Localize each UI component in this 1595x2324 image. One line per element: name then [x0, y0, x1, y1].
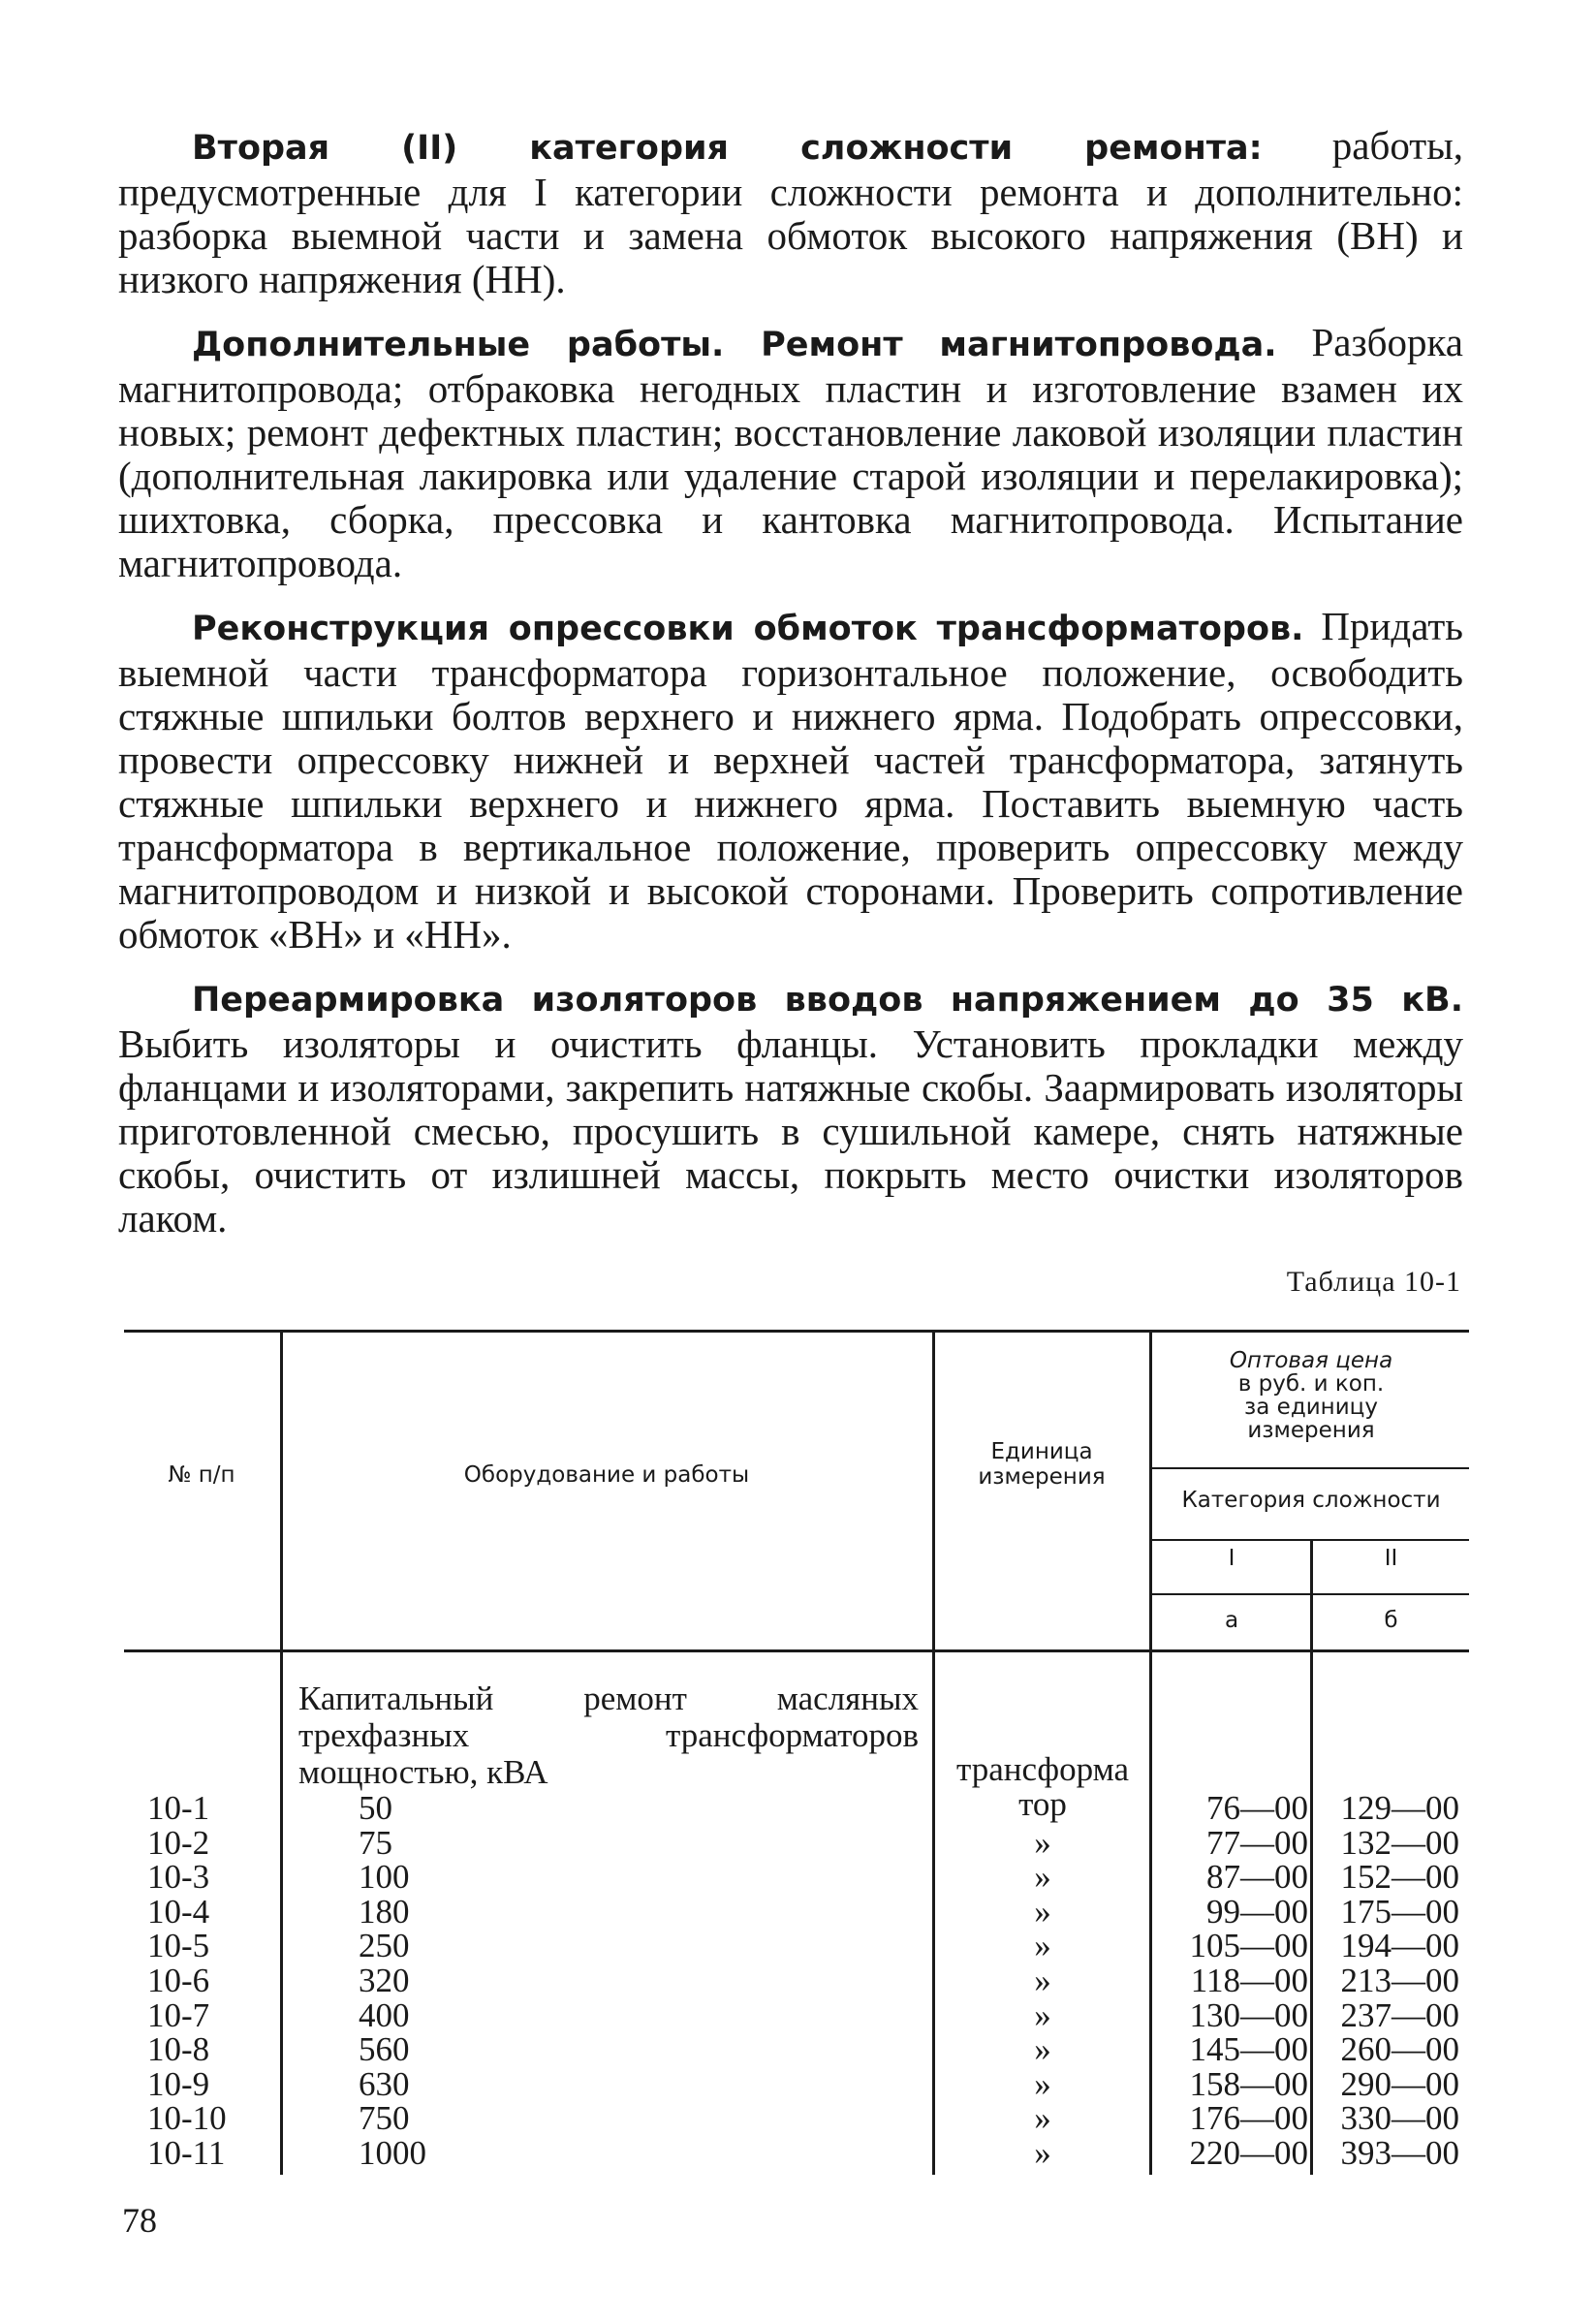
- page-number: 78: [122, 2201, 157, 2240]
- paragraph-insulators: [118, 976, 1463, 1241]
- header-price-line3: за единицу: [1244, 1395, 1378, 1420]
- header-unit-line1: Единица: [990, 1439, 1093, 1464]
- row-number: 10-7: [147, 1996, 210, 2034]
- paragraph-text: Разборка магнитопровода; отбраковка негодных пластин и изготовление взамен их новых; ремонт дефектных пластин; восстановление лаковой изоляции пластин (дополнительная лакировка или удаление старой изоляции и перелакировка); шихтовка, сборка, прессовка и кантовка магнитопровода. Испытание магнитопровода.: [118, 320, 1463, 585]
- row-price-a: 105—00: [1189, 1927, 1308, 1964]
- row-price-b: 194—00: [1340, 1927, 1459, 1964]
- row-number: 10-11: [147, 2134, 226, 2172]
- row-unit: »: [1034, 2134, 1051, 2172]
- row-number: 10-4: [147, 1893, 210, 1931]
- header-price-line2: в руб. и коп.: [1237, 1371, 1385, 1397]
- paragraph-text: работы, предусмотренные для I категории сложности ремонта и дополнительно: разборка выемной части и замена обмоток высокого напряжения (ВН) и низкого напряжения (НН).: [118, 123, 1464, 301]
- paragraph-category-two: [118, 124, 1463, 301]
- row-price-b: 393—00: [1340, 2134, 1459, 2172]
- row-power: 1000: [359, 2134, 426, 2172]
- row-price-b: 129—00: [1340, 1789, 1459, 1827]
- header-price-line1: Оптовая цена: [1229, 1348, 1393, 1373]
- row-price-a: 130—00: [1189, 1996, 1308, 2034]
- row-number: 10-2: [147, 1824, 210, 1862]
- table-header-bottom-rule: [124, 1649, 1469, 1652]
- row-unit: »: [1034, 1927, 1051, 1964]
- row-price-a: 99—00: [1206, 1893, 1308, 1931]
- unit-first-line2: тор: [1018, 1785, 1067, 1823]
- header-price-line4: измерения: [1247, 1418, 1375, 1443]
- row-power: 400: [359, 1996, 410, 2034]
- paragraph-text: Придать выемной части трансформатора горизонтальное положение, освободить стяжные шпильки болтов верхнего и нижнего ярма. Подобрать опрессовки, провести опрессовку нижней и верхней частей трансформатора, затянуть стяжные шпильки верхнего и нижнего ярма. Поставить выемную часть трансформатора в вертикальное положение, проверить опрессовку между магнитопроводом и низкой и высокой сторонами. Проверить сопротивление обмоток «ВН» и «НН».: [118, 604, 1463, 957]
- unit-first-line1: трансформа: [955, 1750, 1130, 1788]
- paragraph-magnetic-core: [118, 321, 1463, 585]
- col-divider-3: [1149, 1332, 1152, 2175]
- col-divider-1: [280, 1332, 283, 2175]
- paragraph-lead: Дополнительные работы. Ремонт магнитопровода.: [192, 326, 1277, 364]
- row-power: 750: [359, 2099, 410, 2137]
- paragraph-lead: Вторая (II) категория сложности ремонта:: [192, 129, 1263, 168]
- row-price-b: 213—00: [1340, 1962, 1459, 1999]
- row-price-a: 158—00: [1189, 2065, 1308, 2103]
- row-number: 10-5: [147, 1927, 210, 1964]
- paragraph-lead: Реконструкция опрессовки обмоток трансформаторов.: [192, 610, 1304, 648]
- paragraph-pressing: [118, 605, 1463, 957]
- row-unit: »: [1034, 1996, 1051, 2034]
- row-power: 630: [359, 2065, 410, 2103]
- row-number: 10-6: [147, 1962, 210, 1999]
- header-category-two: II: [1384, 1546, 1398, 1571]
- row-price-b: 290—00: [1340, 2065, 1459, 2103]
- row-price-a: 76—00: [1206, 1789, 1308, 1827]
- row-price-b: 260—00: [1340, 2030, 1459, 2068]
- header-col-a: а: [1224, 1608, 1239, 1633]
- header-num: № п/п: [168, 1462, 235, 1488]
- row-price-a: 118—00: [1190, 1962, 1308, 1999]
- price-header-rule: [1151, 1467, 1469, 1469]
- row-price-a: 77—00: [1206, 1824, 1308, 1862]
- row-unit: »: [1034, 1824, 1051, 1862]
- paragraph-lead: Переармировка изоляторов вводов напряжением до 35 кВ.: [192, 981, 1463, 1020]
- row-unit: »: [1034, 2030, 1051, 2068]
- header-category: Категория сложности: [1181, 1488, 1441, 1513]
- row-unit: »: [1034, 2099, 1051, 2137]
- row-power: 320: [359, 1962, 410, 1999]
- row-price-b: 237—00: [1340, 1996, 1459, 2034]
- row-power: 75: [359, 1824, 392, 1862]
- row-unit: »: [1034, 1893, 1051, 1931]
- row-number: 10-1: [147, 1789, 210, 1827]
- header-category-one: I: [1228, 1546, 1235, 1571]
- row-price-b: 175—00: [1340, 1893, 1459, 1931]
- col-divider-2: [932, 1332, 935, 2175]
- header-equipment: Оборудование и работы: [463, 1462, 750, 1488]
- row-unit: »: [1034, 1858, 1051, 1896]
- row-number: 10-10: [147, 2099, 227, 2137]
- row-unit: »: [1034, 2065, 1051, 2103]
- table-section-title: Капитальный ремонт масляных трехфазных трансформаторов мощностью, кВА: [298, 1680, 919, 1791]
- col-divider-4: [1310, 1541, 1313, 2175]
- row-power: 100: [359, 1858, 410, 1896]
- row-number: 10-3: [147, 1858, 210, 1896]
- row-price-b: 152—00: [1340, 1858, 1459, 1896]
- row-price-a: 87—00: [1206, 1858, 1308, 1896]
- roman-header-rule: [1151, 1593, 1469, 1595]
- body-text-block: [118, 124, 1463, 1260]
- row-price-a: 145—00: [1189, 2030, 1308, 2068]
- row-price-a: 220—00: [1189, 2134, 1308, 2172]
- row-unit: »: [1034, 1962, 1051, 1999]
- row-price-a: 176—00: [1189, 2099, 1308, 2137]
- row-power: 180: [359, 1893, 410, 1931]
- row-power: 560: [359, 2030, 410, 2068]
- row-power: 50: [359, 1789, 392, 1827]
- table-top-rule: [124, 1330, 1469, 1333]
- table-caption: Таблица 10-1: [1286, 1266, 1461, 1298]
- row-number: 10-9: [147, 2065, 210, 2103]
- row-power: 250: [359, 1927, 410, 1964]
- header-col-b: б: [1384, 1608, 1398, 1633]
- paragraph-text: Выбить изоляторы и очистить фланцы. Установить прокладки между фланцами и изоляторами, закрепить натяжные скобы. Заармировать изоляторы приготовленной смесью, просушить в сушильной камере, снять натяжные скобы, очистить от излишней массы, покрыть место очистки изоляторов лаком.: [118, 1021, 1463, 1241]
- row-price-b: 330—00: [1340, 2099, 1459, 2137]
- category-header-rule: [1151, 1539, 1469, 1541]
- row-number: 10-8: [147, 2030, 210, 2068]
- row-price-b: 132—00: [1340, 1824, 1459, 1862]
- header-unit-line2: измерения: [978, 1464, 1106, 1490]
